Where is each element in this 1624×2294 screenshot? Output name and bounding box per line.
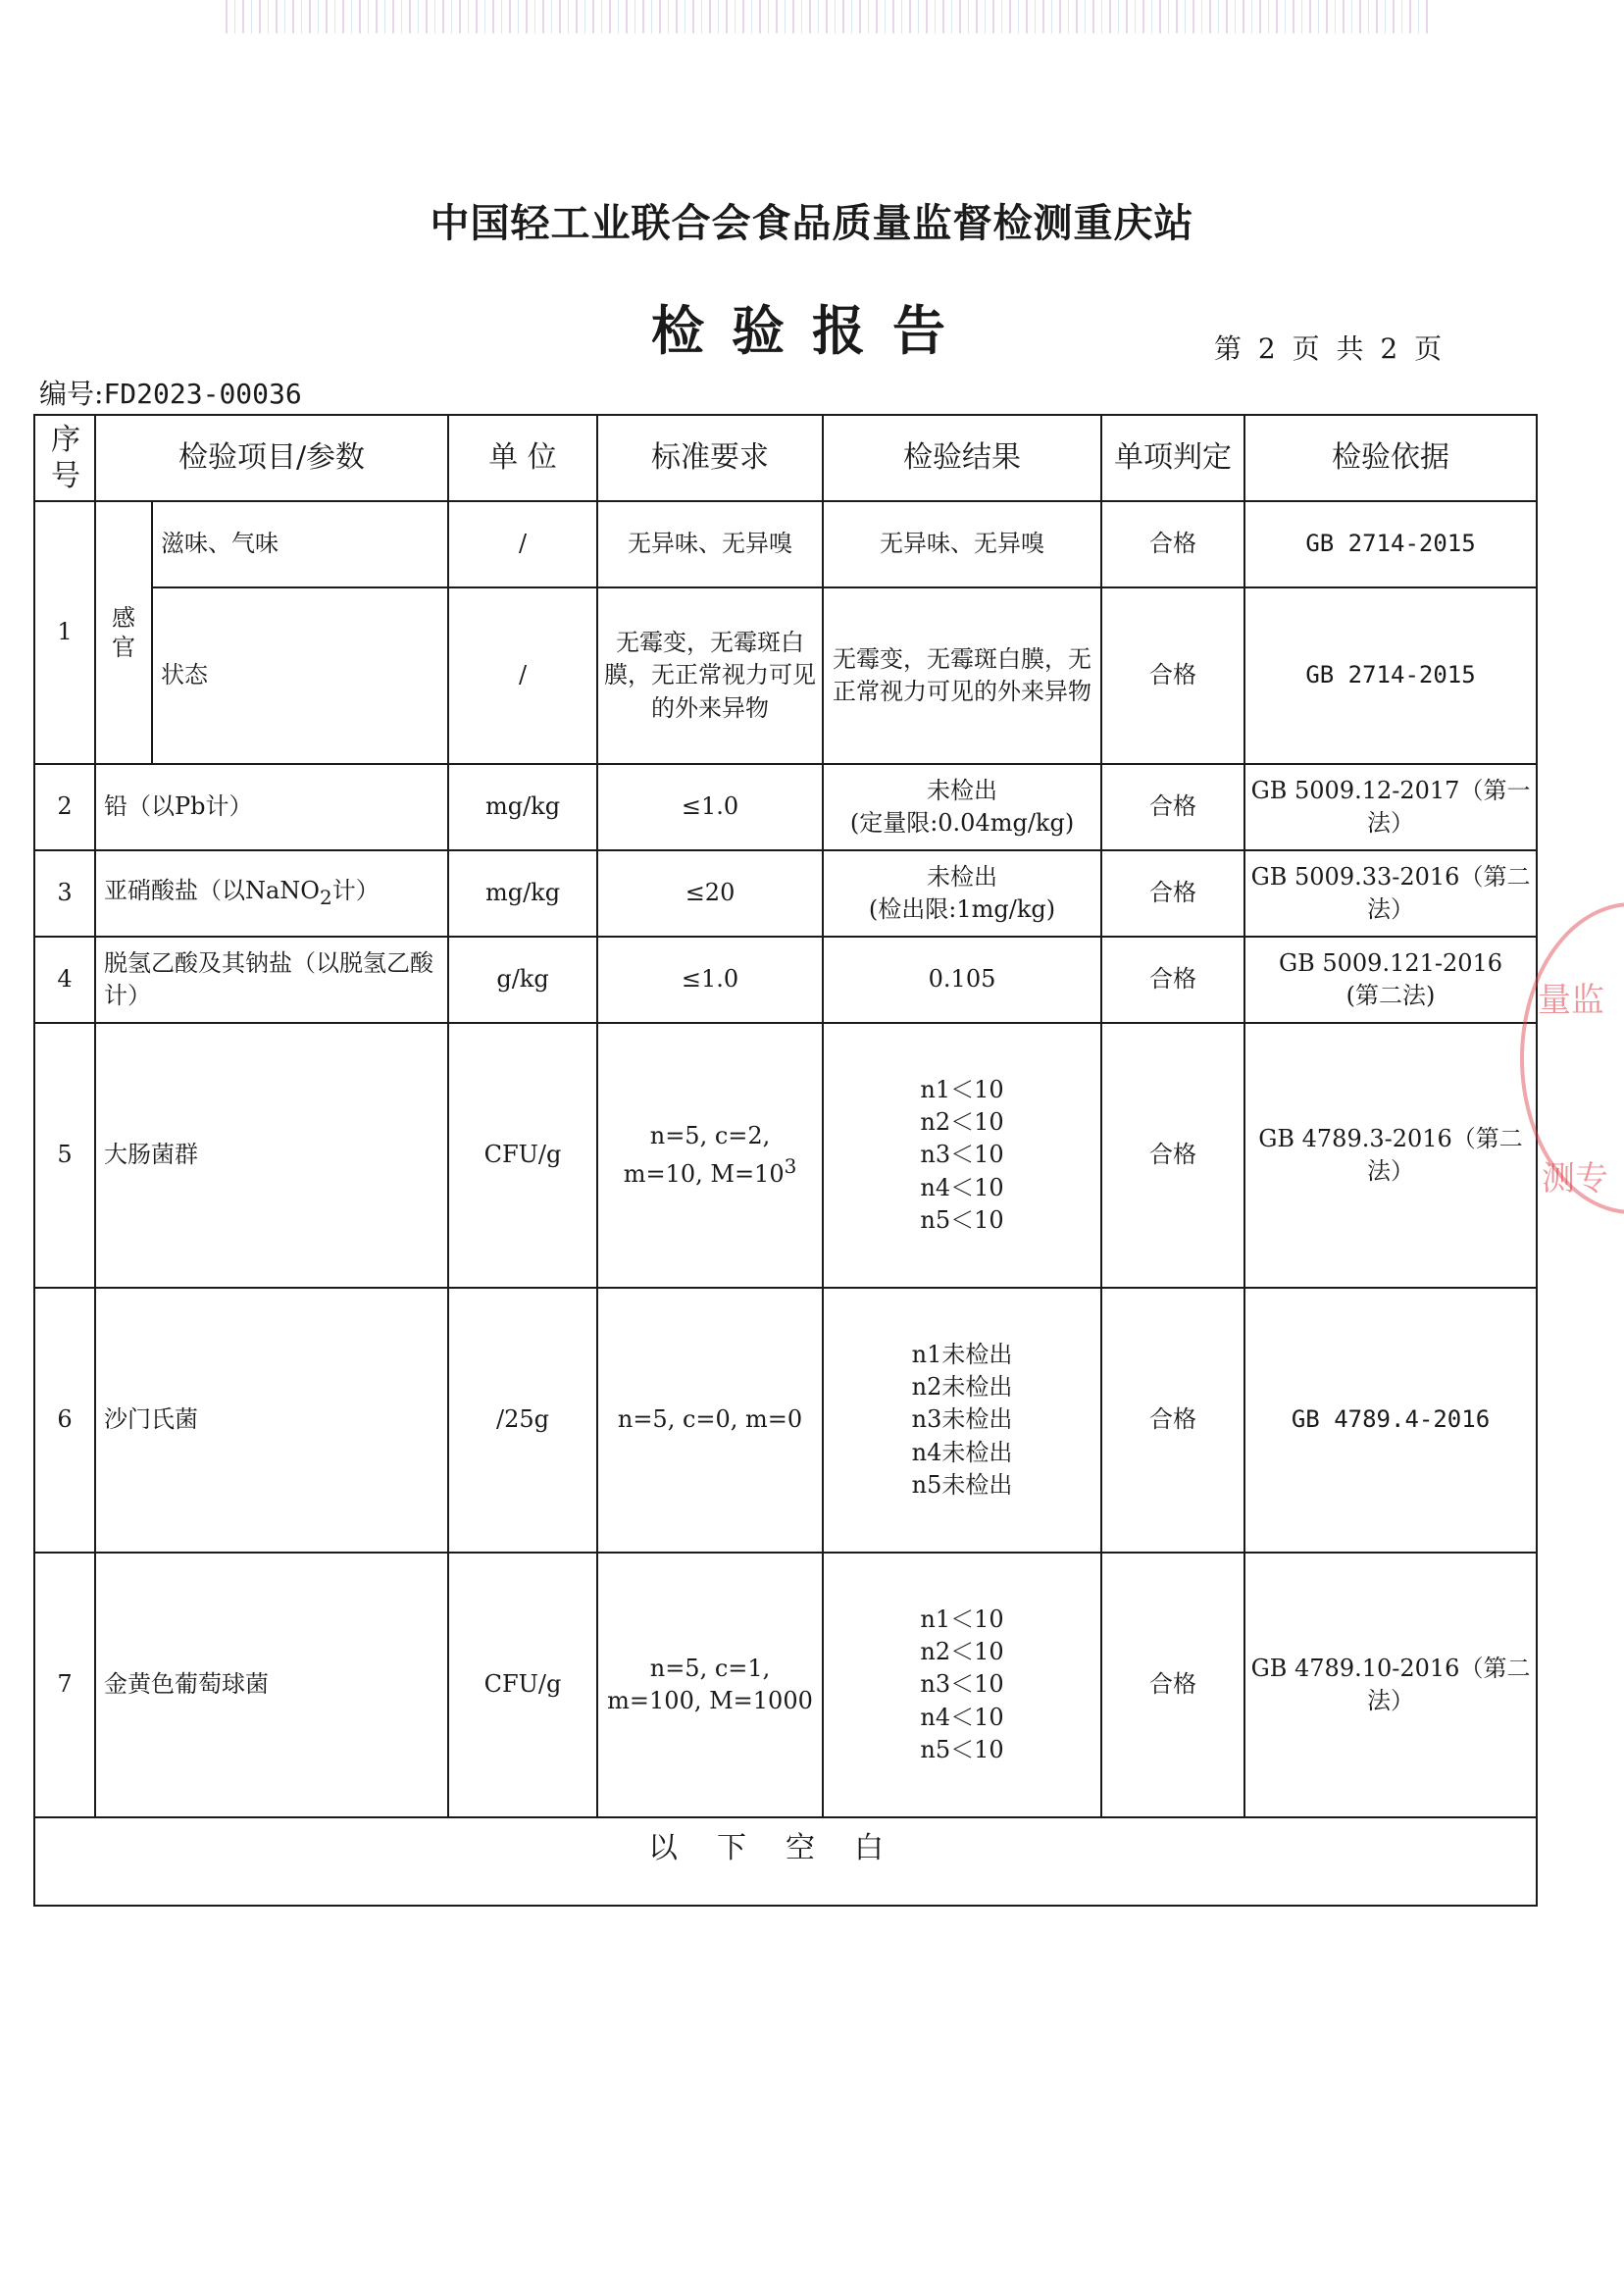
row-verdict: 合格	[1101, 850, 1244, 937]
table-row	[34, 764, 1537, 850]
row-verdict: 合格	[1101, 1023, 1244, 1288]
row-unit: /	[448, 587, 597, 764]
row-standard: n=5, c=2, m=10, $M=10^3$	[597, 1023, 823, 1288]
header-result: 检验结果	[823, 415, 1101, 501]
row-result: n1＜10 n2＜10 n3＜10 n4＜10 n5＜10	[823, 1023, 1101, 1288]
row-unit: g/kg	[448, 937, 597, 1023]
organization-name: 中国轻工业联合会食品质量监督检测重庆站	[430, 201, 1194, 246]
row-result: n1＜10 n2＜10 n3＜10 n4＜10 n5＜10	[823, 1553, 1101, 1817]
row-unit: CFU/g	[448, 1553, 597, 1817]
blank-note: 以下空白	[34, 1817, 1537, 1906]
row-result: 无异味、无异嗅	[823, 501, 1101, 587]
row-item: 脱氢乙酸及其钠盐（以脱氢乙酸计）	[95, 937, 448, 1023]
row-standard: 无异味、无异嗅	[597, 501, 823, 587]
row-verdict: 合格	[1101, 1553, 1244, 1817]
row-item: 金黄色葡萄球菌	[95, 1553, 448, 1817]
row-result: 未检出 (定量限:0.04mg/kg)	[823, 764, 1101, 850]
row-item: 铅（以Pb计）	[95, 764, 448, 850]
table-row	[34, 850, 1537, 937]
row-standard: n=5, c=0, m=0	[597, 1288, 823, 1553]
row-basis: GB 4789.3-2016（第二法）	[1244, 1023, 1537, 1288]
seal-text-bottom: 测专	[1542, 1159, 1608, 1198]
row-seq: 3	[34, 850, 95, 937]
header-unit: 单 位	[448, 415, 597, 501]
row-verdict: 合格	[1101, 587, 1244, 764]
row-unit: /	[448, 501, 597, 587]
row-item: 亚硝酸盐（以NaNO$_2$计）	[95, 850, 448, 937]
row-basis: GB 4789.10-2016（第二法）	[1244, 1553, 1537, 1817]
row-item: 大肠菌群	[95, 1023, 448, 1288]
inspection-table	[33, 414, 1538, 1907]
page-indicator: 第 2 页 共 2 页	[1214, 332, 1446, 365]
row-seq: 2	[34, 764, 95, 850]
row-unit: mg/kg	[448, 764, 597, 850]
table-row	[34, 501, 1537, 587]
seal-text-top: 量监	[1538, 981, 1604, 1020]
row-basis: GB 5009.33-2016（第二法）	[1244, 850, 1537, 937]
row-result: 0.105	[823, 937, 1101, 1023]
row-verdict: 合格	[1101, 501, 1244, 587]
report-number	[39, 373, 302, 412]
row-basis: GB 2714-2015	[1244, 587, 1537, 764]
row-standard: ≤1.0	[597, 937, 823, 1023]
report-title: 检验报告	[651, 300, 973, 362]
row-verdict: 合格	[1101, 1288, 1244, 1553]
row-result: 无霉变，无霉斑白膜，无正常视力可见的外来异物	[823, 587, 1101, 764]
header-standard: 标准要求	[597, 415, 823, 501]
header-verdict: 单项判定	[1101, 415, 1244, 501]
row-unit: /25g	[448, 1288, 597, 1553]
row-basis: GB 5009.12-2017（第一法）	[1244, 764, 1537, 850]
row-standard: ≤20	[597, 850, 823, 937]
row-seq: 4	[34, 937, 95, 1023]
row-seq: 1	[34, 501, 95, 764]
table-row	[34, 1023, 1537, 1288]
table-row	[34, 587, 1537, 764]
row-verdict: 合格	[1101, 764, 1244, 850]
row-category: 感官	[95, 501, 152, 764]
row-seq: 6	[34, 1288, 95, 1553]
header-row	[34, 415, 1537, 501]
row-item: 滋味、气味	[152, 501, 448, 587]
header-basis: 检验依据	[1244, 415, 1537, 501]
row-basis: GB 2714-2015	[1244, 501, 1537, 587]
row-standard: n=5, c=1, m=100, M=1000	[597, 1553, 823, 1817]
table-row	[34, 1553, 1537, 1817]
row-item: 状态	[152, 587, 448, 764]
row-standard: 无霉变，无霉斑白膜，无正常视力可见的外来异物	[597, 587, 823, 764]
row-result: 未检出 (检出限:1mg/kg)	[823, 850, 1101, 937]
table-row	[34, 1288, 1537, 1553]
row-seq: 5	[34, 1023, 95, 1288]
row-basis: GB 4789.4-2016	[1244, 1288, 1537, 1553]
header-item: 检验项目/参数	[95, 415, 448, 501]
table-row	[34, 937, 1537, 1023]
row-seq: 7	[34, 1553, 95, 1817]
header-seq: 序号	[34, 415, 95, 501]
report-number-value: FD2023-00036	[103, 378, 302, 410]
report-number-label: 编号:	[39, 378, 104, 410]
row-item: 沙门氏菌	[95, 1288, 448, 1553]
blank-row	[34, 1817, 1537, 1906]
scan-artifact	[226, 0, 1432, 33]
row-unit: CFU/g	[448, 1023, 597, 1288]
row-basis: GB 5009.121-2016 (第二法)	[1244, 937, 1537, 1023]
row-verdict: 合格	[1101, 937, 1244, 1023]
row-result: n1未检出 n2未检出 n3未检出 n4未检出 n5未检出	[823, 1288, 1101, 1553]
row-unit: mg/kg	[448, 850, 597, 937]
row-standard: ≤1.0	[597, 764, 823, 850]
